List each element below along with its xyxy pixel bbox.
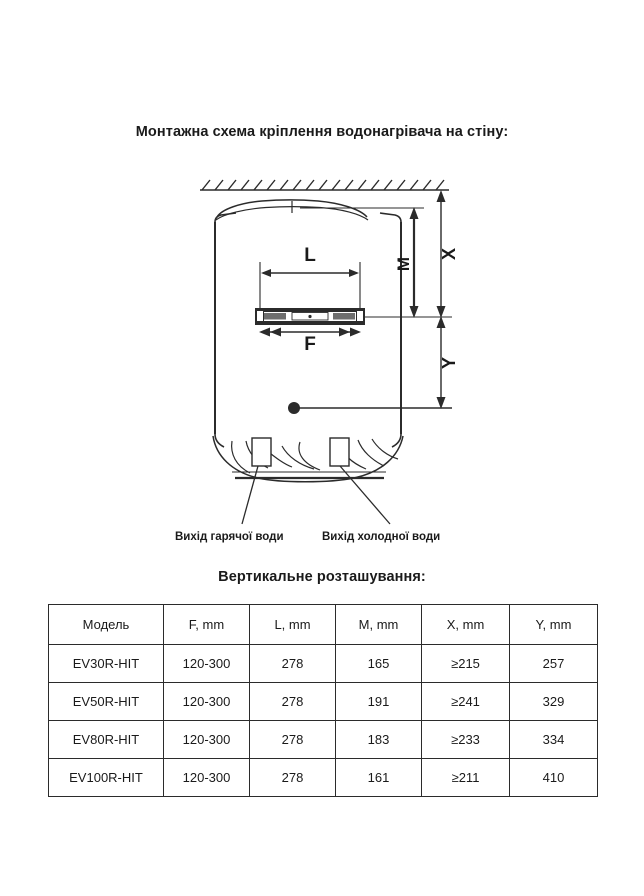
dimension-label-L: L [304,245,316,266]
cell-model: EV30R-HIT [49,645,164,683]
specifications-table [48,604,598,797]
cell-x: ≥215 [422,645,510,683]
mounting-bracket [255,308,365,325]
cell-model: EV100R-HIT [49,759,164,797]
cell-m: 183 [336,721,422,759]
cell-m: 161 [336,759,422,797]
section-subtitle: Вертикальне розташування: [218,569,426,585]
table-row [49,759,598,797]
cell-f: 120-300 [164,721,250,759]
dimension-label-F: F [304,334,316,355]
column-header-y: Y, mm [510,605,598,645]
table-row [49,683,598,721]
cell-f: 120-300 [164,759,250,797]
callout-hot-water: Вихід гарячої води [175,531,284,543]
hot-water-leader-line [242,466,258,524]
table-header-row [49,605,598,645]
column-header-m: M, mm [336,605,422,645]
dimension-label-M: M [394,256,413,272]
table-body [49,645,598,797]
dimension-M [394,207,419,318]
cell-y: 410 [510,759,598,797]
column-header-x: X, mm [422,605,510,645]
cell-model: EV80R-HIT [49,721,164,759]
cell-y: 329 [510,683,598,721]
tank-indicator-dot [288,402,300,414]
page-title: Монтажна схема кріплення водонагрівача на стіну: [135,124,509,140]
ceiling-hatch-group [200,180,449,190]
table-row [49,721,598,759]
dimension-L [260,245,360,308]
cell-model: EV50R-HIT [49,683,164,721]
dimension-label-X: X [439,247,459,261]
dimension-Y [437,316,460,409]
column-header-l: L, mm [250,605,336,645]
dimension-X [437,190,460,318]
mounting-diagram-svg [0,160,644,560]
cell-l: 278 [250,721,336,759]
cell-y: 257 [510,645,598,683]
cell-f: 120-300 [164,645,250,683]
table-head [49,605,598,645]
cell-l: 278 [250,683,336,721]
cell-l: 278 [250,759,336,797]
column-header-model: Модель [49,605,164,645]
cell-f: 120-300 [164,683,250,721]
cell-m: 191 [336,683,422,721]
cell-x: ≥241 [422,683,510,721]
cell-x: ≥211 [422,759,510,797]
callout-cold-water: Вихід холодної води [322,531,441,543]
cell-l: 278 [250,645,336,683]
mounting-diagram [0,160,644,560]
column-header-f: F, mm [164,605,250,645]
table-row [49,645,598,683]
dimension-F [259,328,361,356]
dimension-label-Y: Y [439,356,459,370]
cell-y: 334 [510,721,598,759]
cell-m: 165 [336,645,422,683]
tank-bottom-cap [213,436,403,524]
cell-x: ≥233 [422,721,510,759]
